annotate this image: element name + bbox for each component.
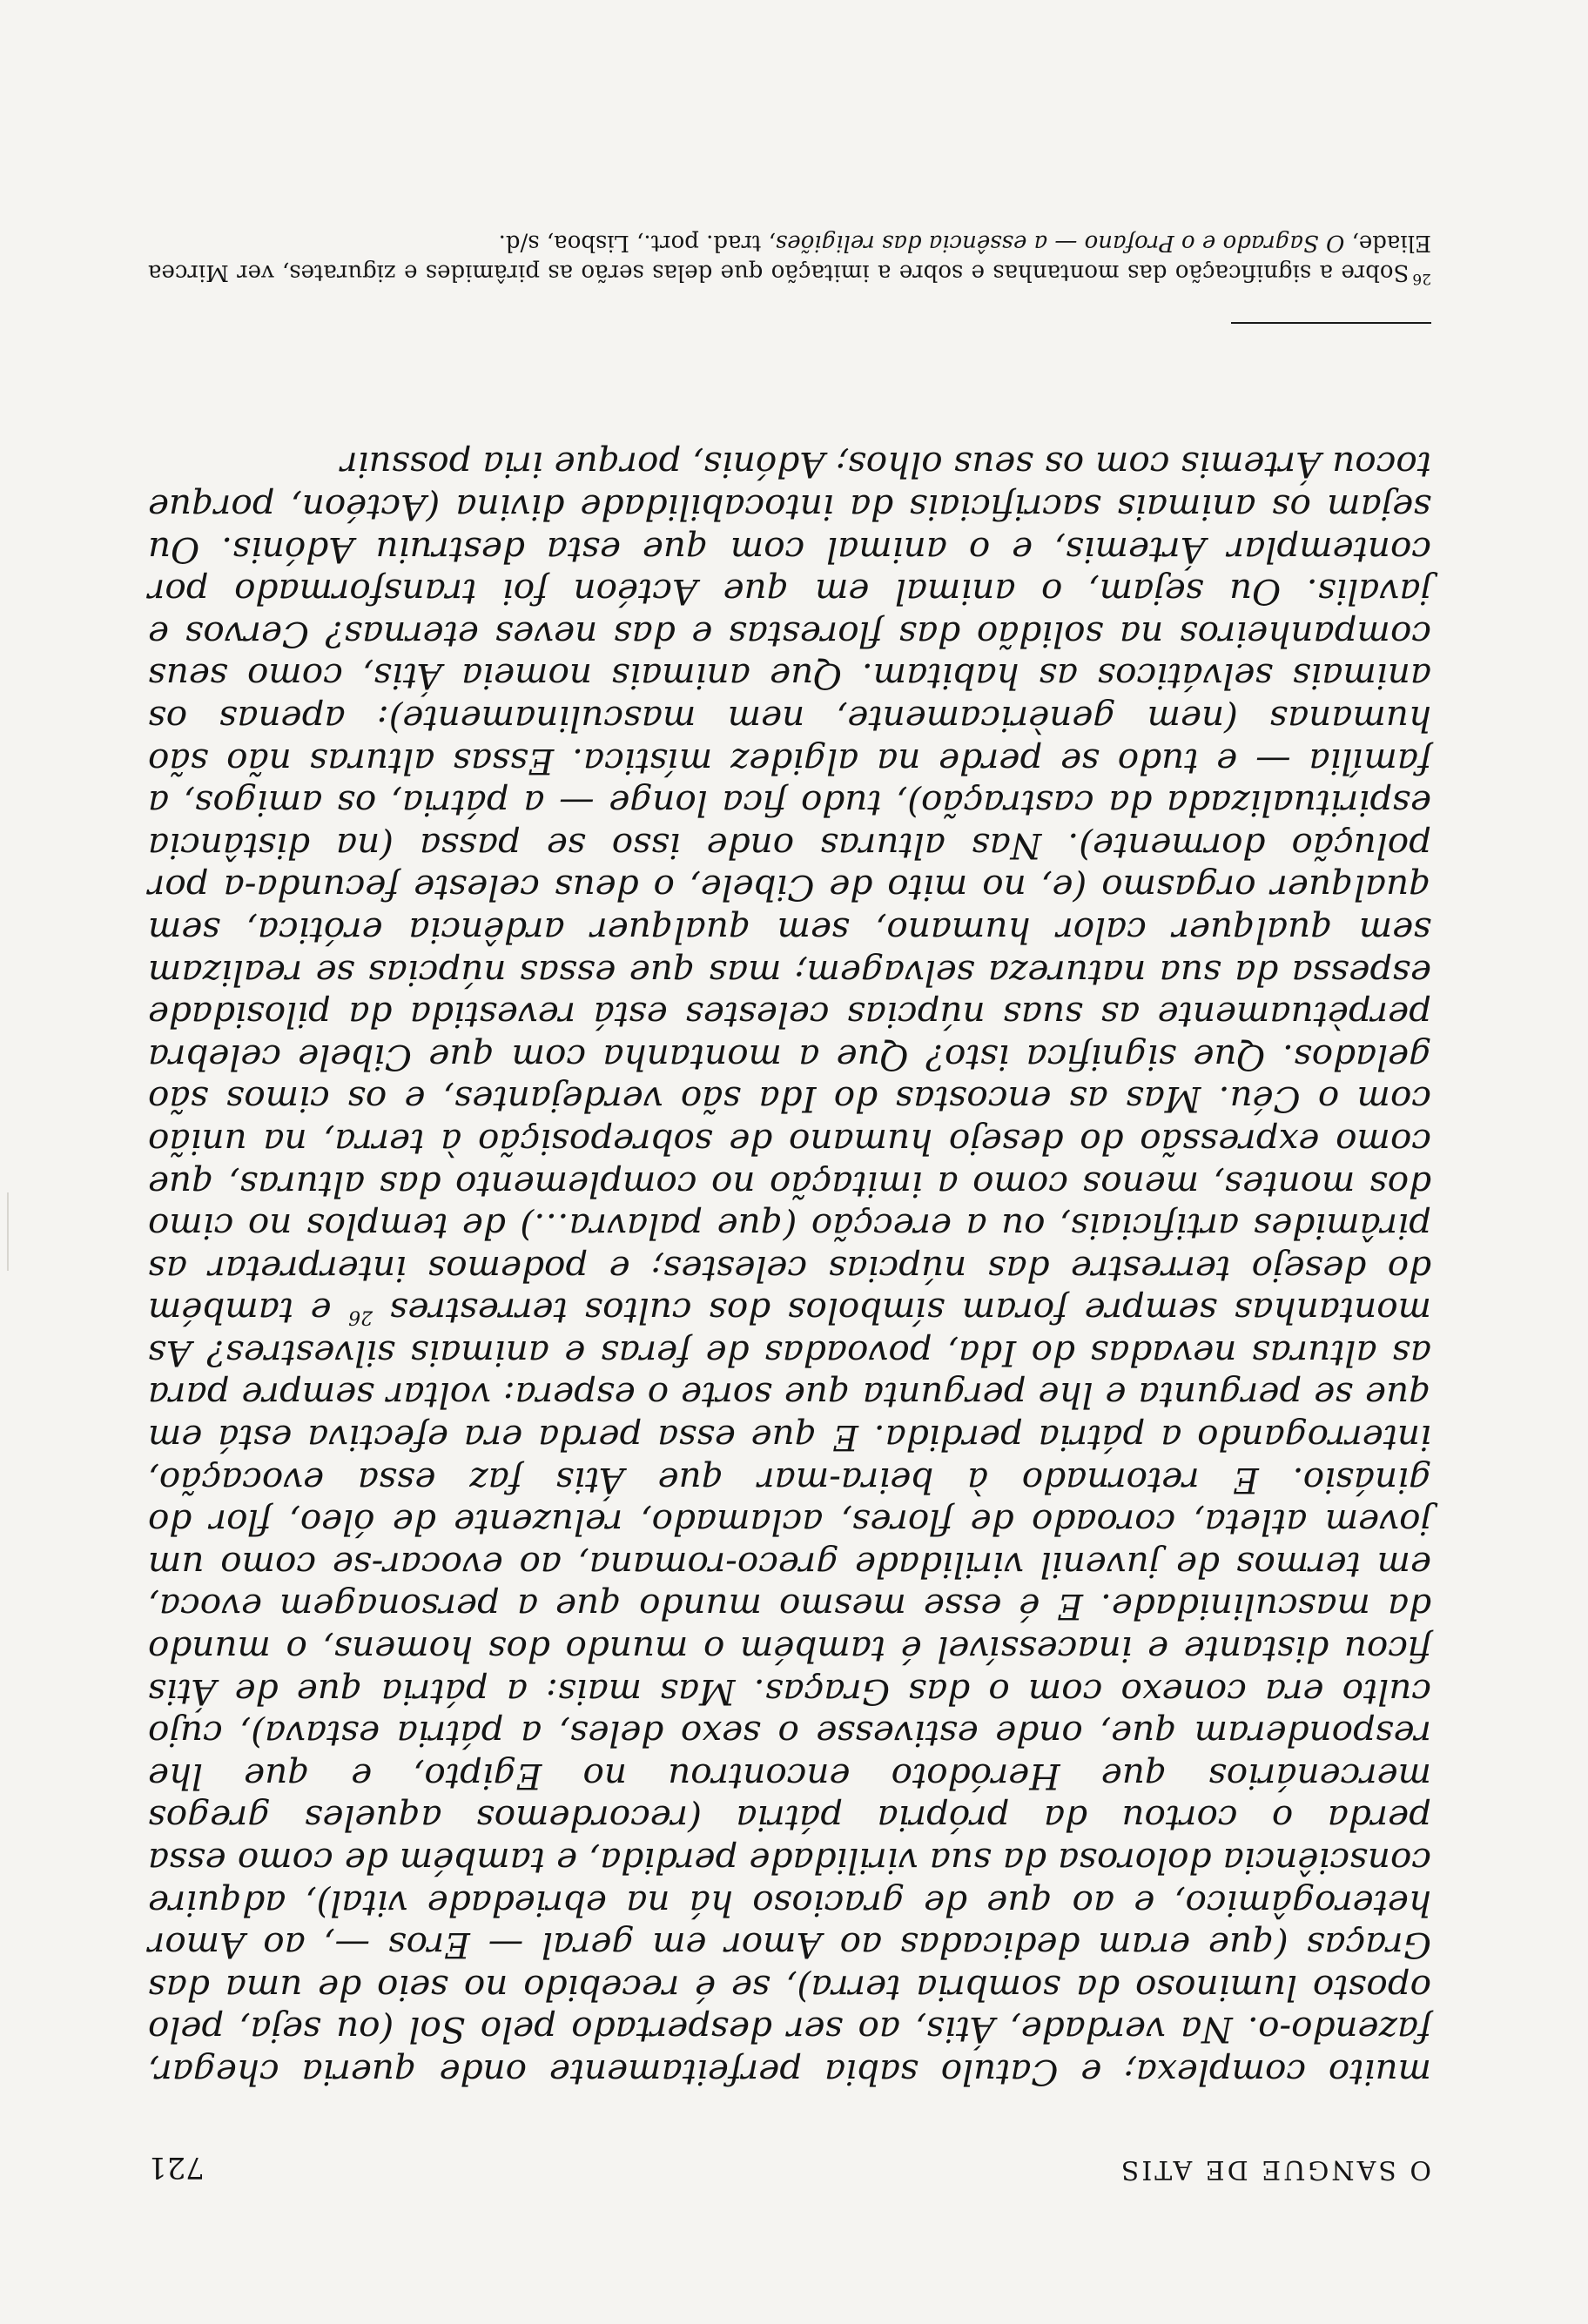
running-head: O SANGUE DE ATIS [1118,2154,1431,2185]
page-header [148,2141,1431,2185]
footnote-rule [1231,322,1431,324]
body-text-part-2: e também do desejo terrestre das núpcias celestes; e podemos interpretar as pirâmides artificiais, ou a erecção (que palavra…) de templos no cimo dos montes, menos como a imitação no complemento das alturas, que como expressão do desejo humano de sobreposição à terra, na união com o Céu. Mas as encostas do Ida são verdejantes, e os cimos são gelados. Que significa isto? Que a montanha com que Cibele celebra perpètuamente as suas núpcias celestes está revestida da pilosidade espessa da sua natureza selvagem; mas que essas núpcias se realizam sem qualquer calor humano, sem qualquer ardência erótica, sem qualquer orgasmo (e, no mito de Cibele, o deus celeste fecunda-a por polução dormente). Nas alturas onde isso se passa (na distância espiritualizada da castração), tudo fica longe — a pátria, os amigos, a família — e tudo se perde na algidez mística. Essas alturas não são humanas (nem genèricamente, nem masculinamente): apenas os animais selváticos as habitam. Que animais nomeia Átis, como seus companheiros na solidão das florestas e das neves eternas? Cervos e javalis. Ou sejam, o animal em que Actéon foi transformado por contemplar Ártemis, e o animal com que esta destruiu Adónis. Ou sejam os animais sacrificiais da intocabilidade divina (Actéon, porque tocou Ártemis com os seus olhos; Adónis, porque iria possuir [147,444,1431,1333]
scan-margin-mark [7,1192,9,1271]
footnote-reference: 26 [348,1306,373,1328]
footnote-text-b: , trad. port., Lisboa, s/d. [498,230,776,256]
body-text-part-1: muito complexa; e Catulo sabia perfeitamente onde queria chegar, fazendo-o. Na verdade, Átis, ao ser despertado pelo Sol (ou seja, pelo oposto luminoso da sombria terra), se é recebido no seio de uma das Graças (que eram dedicadas ao Amor em geral — Eros —, ao Amor heterogâmico, e ao que de gracioso há na ebriedade vital), adquire consciência dolorosa da sua virilidade perdida, e também de como essa perda o cortou da própria pátria (recordemos aqueles gregos mercenários que Heródoto encontrou no Egipto, e que lhe responderam que, onde estivesse o sexo deles, a pátria estava), cujo culto era conexo com o das Graças. Mas mais: a pátria que de Átis ficou distante e inacessível é também o mundo dos homens, o mundo da masculinidade. E é esse mesmo mundo que a personagem evoca, em termos de juvenil virilidade greco-romana, ao evocar-se como um jovem atleta, coroado de flores, aclamado, reluzente de óleo, flor do ginásio. E retornado à beira-mar que Átis faz essa evocação, interrogando a pátria perdida. E que essa perda era efectiva está em que se pergunta e lhe pergunta que sorte o espera: voltar sempre para as alturas nevadas do Ida, povoadas de feras e animais silvestres? As montanhas sempre foram símbolos dos cultos terrestres [148,1290,1431,2093]
footnote-book-title: O Sagrado e o Profano — a essência das religiões [775,230,1345,256]
page-number: 721 [148,2150,205,2185]
footnote-text-a: Sobre a significação das montanhas e sobre a imitação que delas serão as pirâmides e zigurates, ver Mircea Eliade, [148,230,1431,285]
footnote-mark: 26 [1412,269,1431,287]
footnote [148,228,1431,287]
body-text [148,444,1431,2093]
